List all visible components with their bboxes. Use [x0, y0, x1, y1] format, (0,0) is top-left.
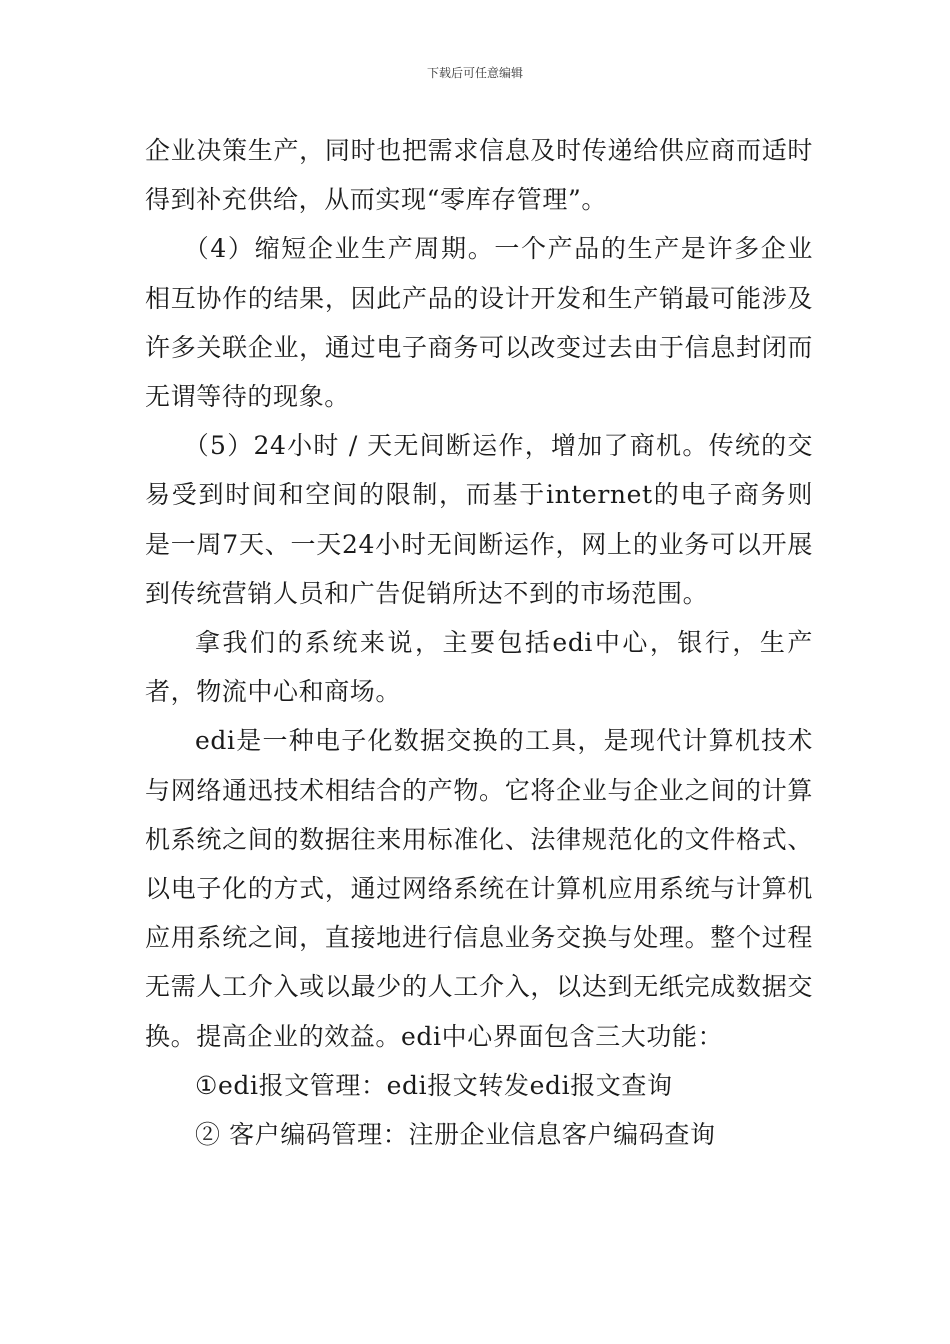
paragraph-item-4: （4）缩短企业生产周期。一个产品的生产是许多企业相互协作的结果，因此产品的设计开发和生产销最可能涉及许多关联企业，通过电子商务可以改变过去由于信息封闭而无谓等待的现象。: [145, 234, 813, 412]
paragraph-system-overview: 拿我们的系统来说，主要包括edi中心，银行，生产者，物流中心和商场。: [145, 628, 813, 707]
list-item-edi-message-management: ①edi报文管理：edi报文转发edi报文查询: [195, 1070, 673, 1100]
document-body: [145, 126, 813, 1159]
list-item-customer-code-management: ② 客户编码管理：注册企业信息客户编码查询: [195, 1120, 716, 1150]
page-header: 下载后可任意编辑: [426, 66, 523, 80]
paragraph-item-5: （5）24小时 / 天无间断运作，增加了商机。传统的交易受到时间和空间的限制，而基于internet的电子商务则是一周7天、一天24小时无间断运作，网上的业务可以开展到传统营销人员和广告促销所达不到的市场范围。: [145, 431, 813, 608]
paragraph-edi-description: edi是一种电子化数据交换的工具，是现代计算机技术与网络通迅技术相结合的产物。它将企业与企业之间的计算机系统之间的数据往来用标准化、法律规范化的文件格式、以电子化的方式，通过网络系统在计算机应用系统与计算机应用系统之间，直接地进行信息业务交换与处理。整个过程无需人工介入或以最少的人工介入，以达到无纸完成数据交换。提高企业的效益。edi中心界面包含三大功能：: [145, 726, 813, 1051]
paragraph-continuation: 企业决策生产，同时也把需求信息及时传递给供应商而适时得到补充供给，从而实现“零库存管理”。: [145, 136, 813, 215]
